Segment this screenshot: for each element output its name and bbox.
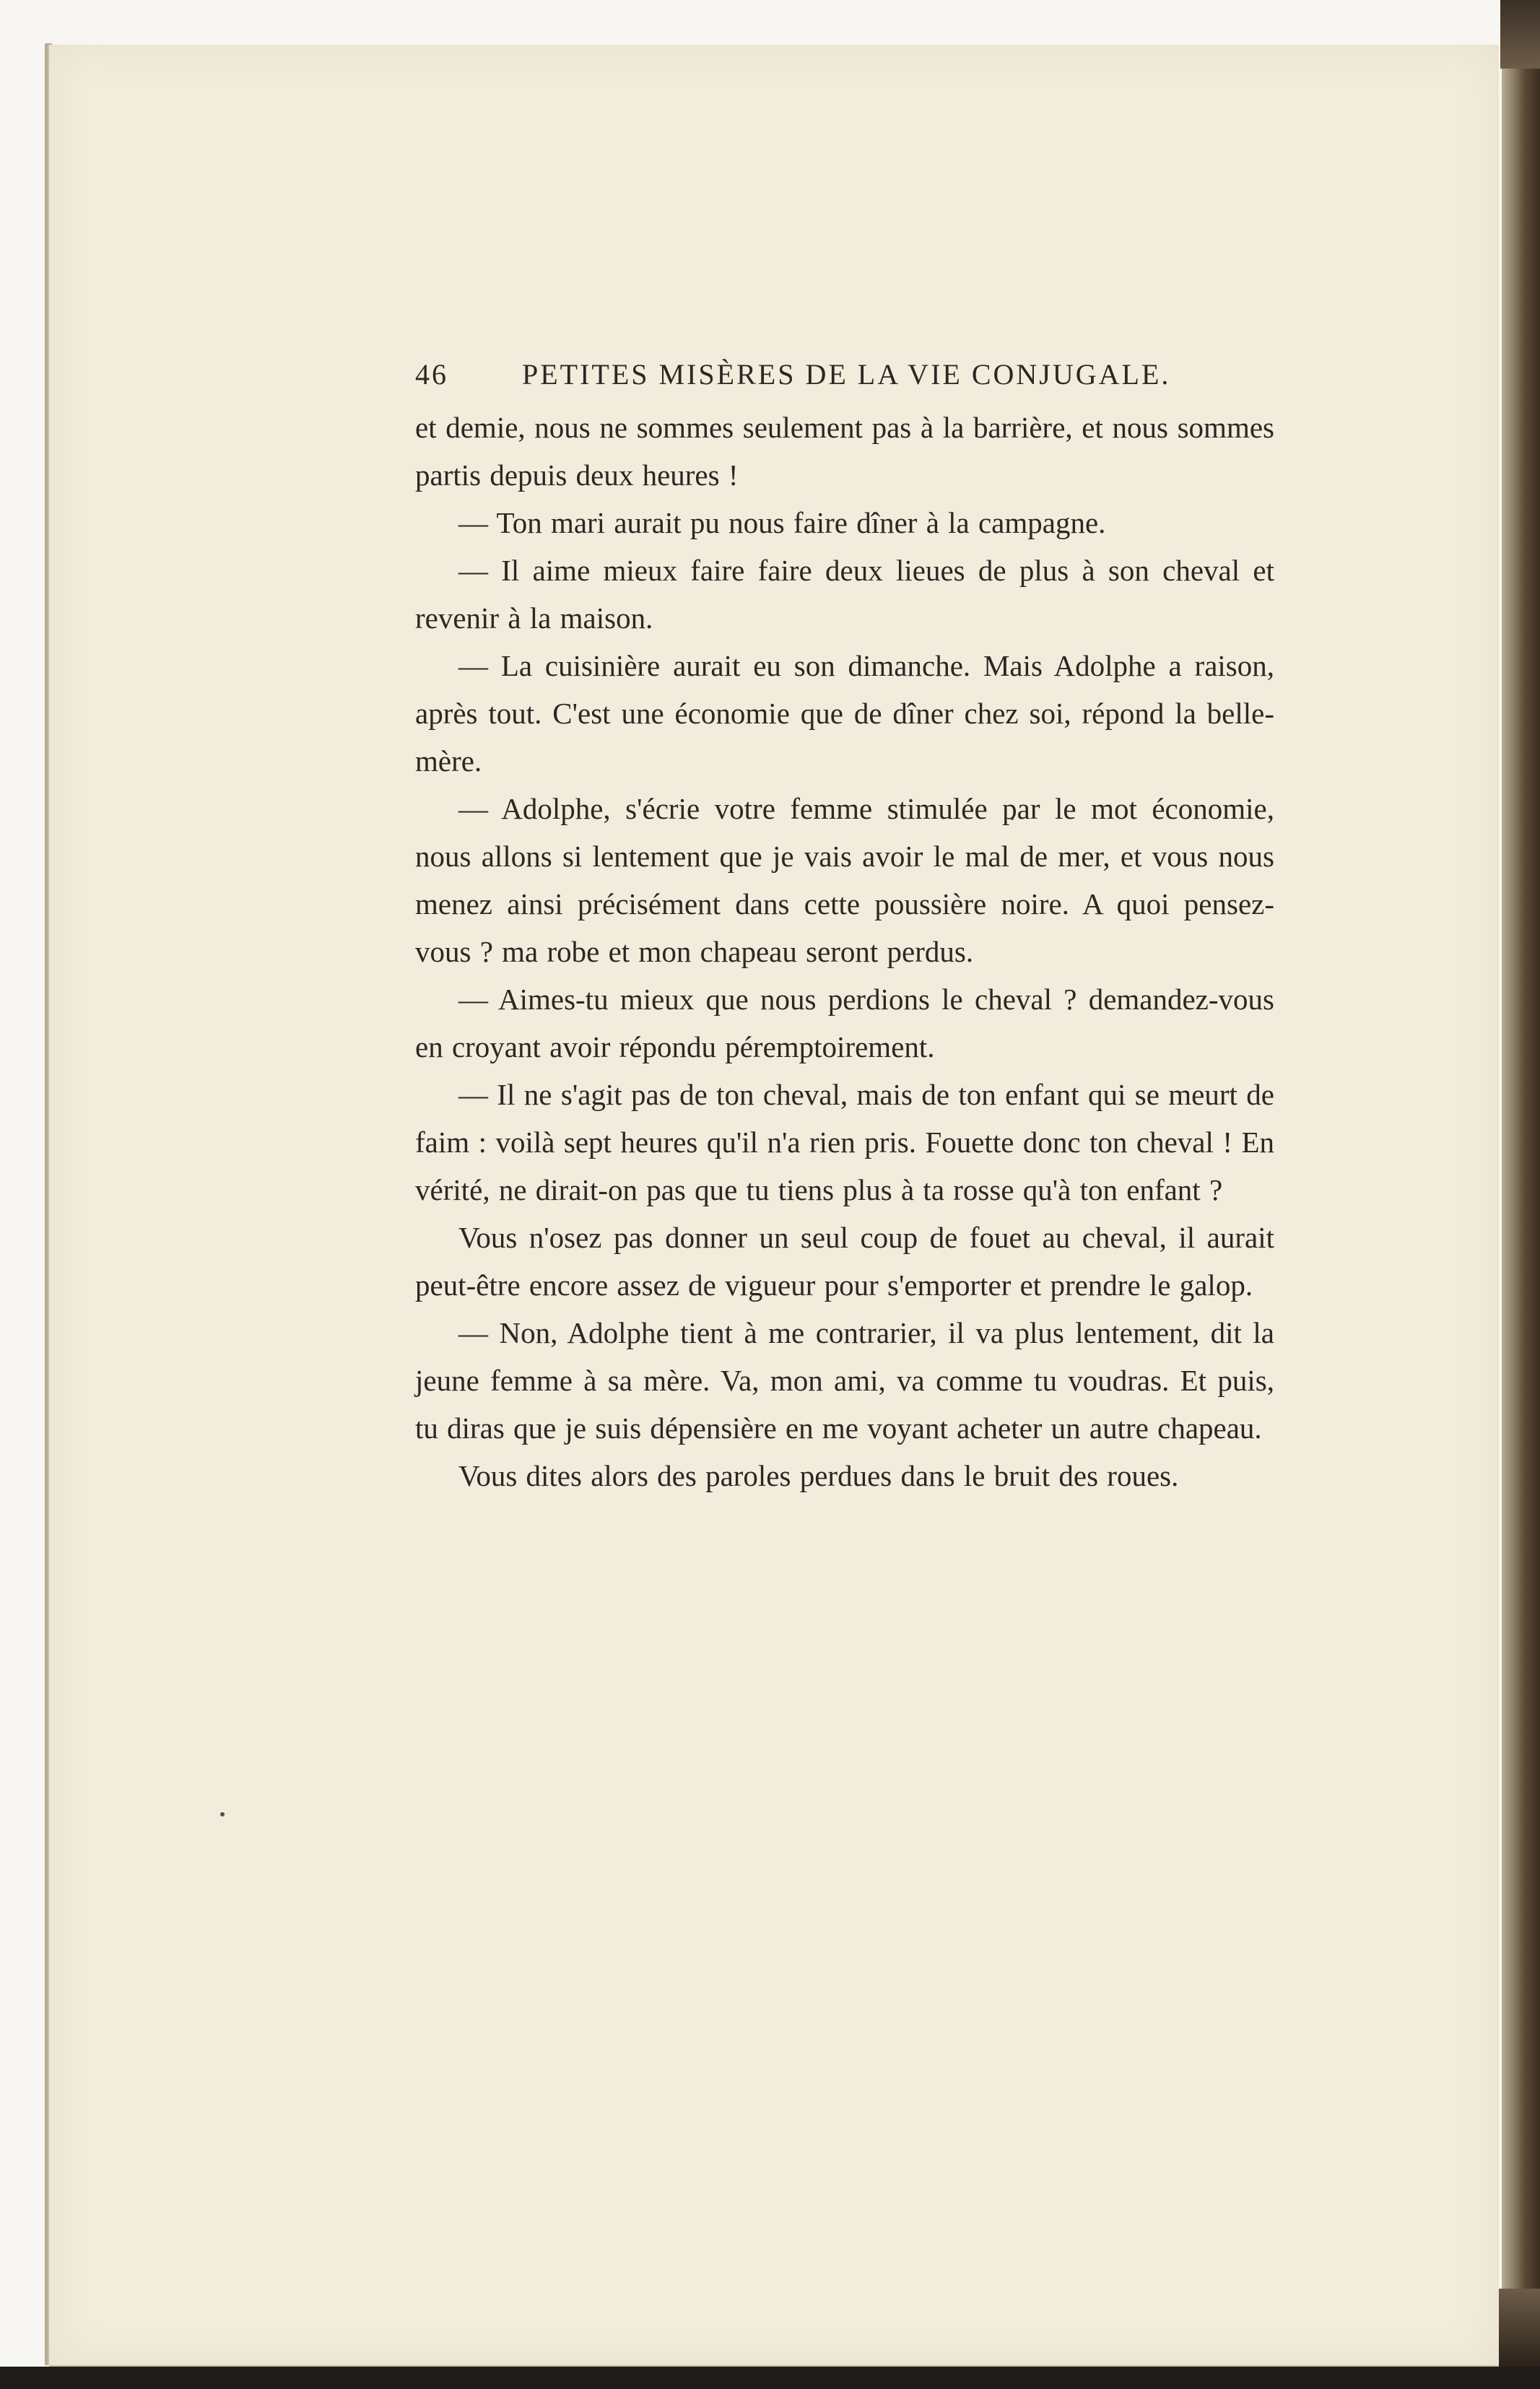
paragraph-4: — La cuisinière aurait eu son dimanche. Mais Adolphe a raison, après tout. C'est une économie que de dîner chez soi, répond la belle-mère. bbox=[415, 649, 1274, 778]
running-head bbox=[415, 357, 1274, 401]
paragraph-1: et demie, nous ne sommes seulement pas à la barrière, et nous sommes partis depuis deux heures ! bbox=[415, 411, 1274, 492]
page-text-block bbox=[415, 357, 1274, 1500]
paragraph-10: Vous dites alors des paroles perdues dans le bruit des roues. bbox=[458, 1459, 1179, 1492]
paragraph-6: — Aimes-tu mieux que nous perdions le cheval ? demandez-vous en croyant avoir répondu péremptoirement. bbox=[415, 983, 1274, 1063]
page-number: 46 bbox=[415, 358, 448, 391]
paragraph-2: — Ton mari aurait pu nous faire dîner à la campagne. bbox=[458, 506, 1106, 539]
book-binding-edge bbox=[1502, 0, 1540, 2367]
paragraph-7: — Il ne s'agit pas de ton cheval, mais de ton enfant qui se meurt de faim : voilà sept heures qu'il n'a rien pris. Fouette donc ton cheval ! En vérité, ne dirait-on pas que tu tiens plus à ta rosse qu'à ton enfant ? bbox=[415, 1078, 1274, 1206]
running-head-title: PETITES MISÈRES DE LA VIE CONJUGALE. bbox=[522, 358, 1171, 391]
book-binding-top bbox=[1500, 0, 1540, 69]
paragraph-9: — Non, Adolphe tient à me contrarier, il va plus lentement, dit la jeune femme à sa mère. Va, mon ami, va comme tu voudras. Et puis, tu diras que je suis dépensière en me voyant acheter un autre chapeau. bbox=[415, 1316, 1274, 1445]
paragraph-3: — Il aime mieux faire faire deux lieues de plus à son cheval et revenir à la maison. bbox=[415, 554, 1274, 635]
paragraph-8: Vous n'osez pas donner un seul coup de fouet au cheval, il aurait peut-être encore assez de vigueur pour s'emporter et prendre le galop. bbox=[415, 1221, 1274, 1302]
scan-bottom-bar bbox=[0, 2367, 1540, 2389]
paragraph-5: — Adolphe, s'écrie votre femme stimulée par le mot économie, nous allons si lentement que je vais avoir le mal de mer, et vous nous menez ainsi précisément dans cette poussière noire. A quoi pensez-vous ? ma robe et mon chapeau seront perdus. bbox=[415, 792, 1274, 968]
